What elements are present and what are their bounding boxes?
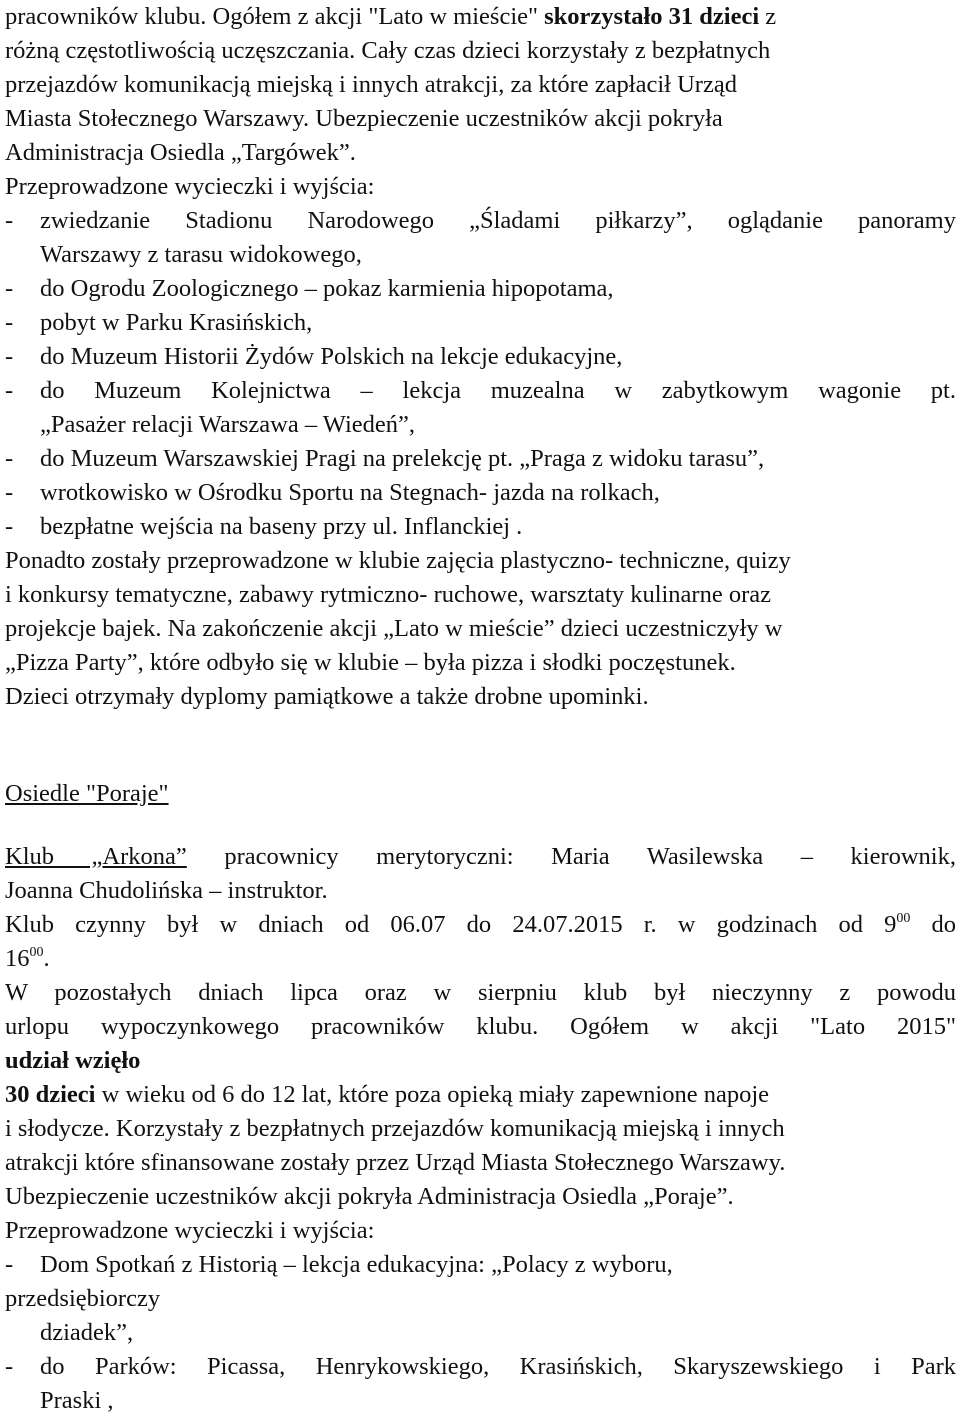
list-item: - do Muzeum Kolejnictwa – lekcja muzealna w zabytkowym wagonie pt. xyxy=(5,377,956,404)
list-item-continuation: Warszawy z tarasu widokowego, xyxy=(40,241,362,268)
list-item: - do Ogrodu Zoologicznego – pokaz karmienia hipopotama, xyxy=(5,275,614,302)
text-line-bold: udział wzięło xyxy=(5,1047,141,1074)
list-item-continuation: „Pasażer relacji Warszawa – Wiedeń”, xyxy=(40,411,416,438)
text-line: Klub „Arkona” pracownicy merytoryczni: Maria Wasilewska – kierownik, xyxy=(5,843,956,870)
list-intro: Przeprowadzone wycieczki i wyjścia: xyxy=(5,173,375,200)
list-item: - wrotkowisko w Ośrodku Sportu na Stegnach- jazda na rolkach, xyxy=(5,479,660,506)
list-item-continuation: Praski , xyxy=(40,1387,114,1414)
text-line: i słodycze. Korzystały z bezpłatnych przejazdów komunikacją miejską i innych xyxy=(5,1115,785,1142)
text-line: i konkursy tematyczne, zabawy rytmiczno- ruchowe, warsztaty kulinarne oraz xyxy=(5,581,771,608)
text-line: atrakcji które sfinansowane zostały przez Urząd Miasta Stołecznego Warszawy. xyxy=(5,1149,786,1176)
list-item-continuation: dziadek”, xyxy=(40,1319,134,1346)
bold-phrase: 30 dzieci xyxy=(5,1081,96,1108)
text-line: W pozostałych dniach lipca oraz w sierpniu klub był nieczynny z powodu xyxy=(5,979,956,1006)
text-line: Ponadto zostały przeprowadzone w klubie zajęcia plastyczno- techniczne, quizy xyxy=(5,547,791,574)
list-intro: Przeprowadzone wycieczki i wyjścia: xyxy=(5,1217,375,1244)
list-item: - pobyt w Parku Krasińskich, xyxy=(5,309,313,336)
bold-phrase: skorzystało 31 dzieci xyxy=(544,3,760,30)
section-heading: Osiedle "Poraje" xyxy=(5,780,169,807)
text-line: „Pizza Party”, które odbyło się w klubie – była pizza i słodki poczęstunek. xyxy=(5,649,736,676)
text-line: Joanna Chudolińska – instruktor. xyxy=(5,877,328,904)
text-line: pracowników klubu. Ogółem z akcji "Lato w mieście" skorzystało 31 dzieci z xyxy=(5,3,777,30)
text-line: Klub czynny był w dniach od 06.07 do 24.07.2015 r. w godzinach od $9^{00}$ do xyxy=(5,911,956,938)
text-line: 30 dzieci w wieku od 6 do 12 lat, które poza opieką miały zapewnione napoje xyxy=(5,1081,770,1108)
text-line: Dzieci otrzymały dyplomy pamiątkowe a także drobne upominki. xyxy=(5,683,649,710)
list-item: - do Muzeum Warszawskiej Pragi na prelekcję pt. „Praga z widoku tarasu”, xyxy=(5,445,765,472)
text-line: $16^{00}$. xyxy=(5,945,50,972)
club-name: Klub „Arkona” xyxy=(5,843,187,870)
list-item: - Dom Spotkań z Historią – lekcja edukacyjna: „Polacy z wyboru, xyxy=(5,1251,673,1278)
text-line: projekcje bajek. Na zakończenie akcji „Lato w mieście” dzieci uczestniczyły w xyxy=(5,615,783,642)
text-line: Ubezpieczenie uczestników akcji pokryła Administracja Osiedla „Poraje”. xyxy=(5,1183,734,1210)
text-line: Administracja Osiedla „Targówek”. xyxy=(5,139,356,166)
list-item: - bezpłatne wejścia na baseny przy ul. Inflanckiej . xyxy=(5,513,523,540)
list-item-continuation: przedsiębiorczy xyxy=(5,1285,161,1312)
text-line: przejazdów komunikacją miejską i innych atrakcji, za które zapłacił Urząd xyxy=(5,71,737,98)
list-item: - zwiedzanie Stadionu Narodowego „Śladami piłkarzy”, oglądanie panoramy xyxy=(5,207,956,234)
list-item: - do Muzeum Historii Żydów Polskich na lekcje edukacyjne, xyxy=(5,343,623,370)
text-line: urlopu wypoczynkowego pracowników klubu. Ogółem w akcji "Lato 2015" xyxy=(5,1013,956,1040)
text-line: różną częstotliwością uczęszczania. Cały czas dzieci korzystały z bezpłatnych xyxy=(5,37,771,64)
text-line: Miasta Stołecznego Warszawy. Ubezpieczenie uczestników akcji pokryła xyxy=(5,105,723,132)
list-item: - do Parków: Picassa, Henrykowskiego, Krasińskich, Skaryszewskiego i Park xyxy=(5,1353,956,1380)
